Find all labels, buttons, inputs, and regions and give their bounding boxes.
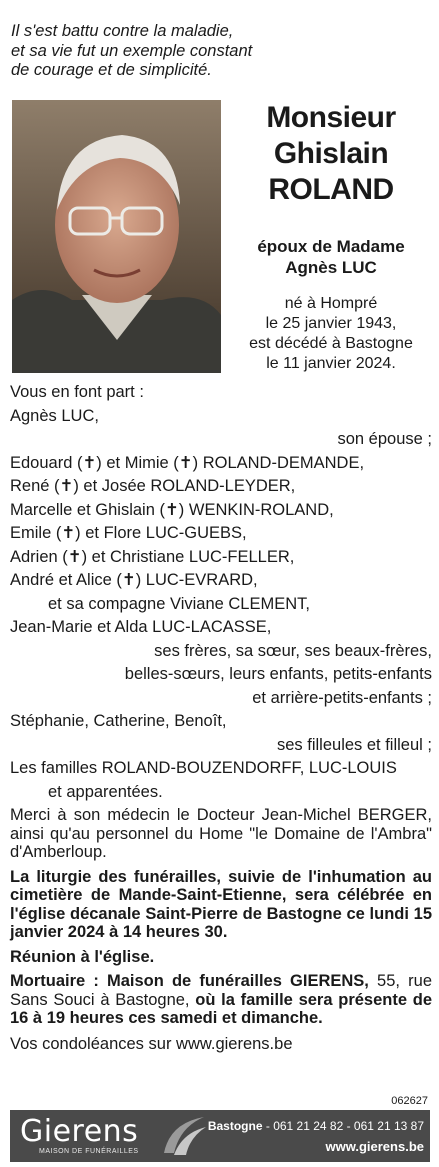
quote-line: Il s'est battu contre la maladie, <box>11 22 234 40</box>
mortuary-paragraph <box>10 972 432 1028</box>
family-line: belles-sœurs, leurs enfants, petits-enfants <box>124 665 432 683</box>
city-label: Bastogne <box>207 1119 263 1133</box>
family-line: et apparentées. <box>48 782 163 801</box>
funeral-home-banner <box>10 1110 430 1162</box>
birth-death-info <box>226 294 436 374</box>
contact-line <box>208 1119 424 1133</box>
portrait-photo <box>12 100 221 373</box>
family-line: Jean-Marie et Alda LUC-LACASSE, <box>10 618 272 636</box>
spouse-info <box>226 236 436 278</box>
quote-line: et sa vie fut un exemple constant <box>11 41 253 60</box>
name-line: Monsieur <box>266 101 396 134</box>
mortuary-hours: où la famille sera présente de 16 à 19 heures ces samedi et dimanche. <box>10 990 432 1027</box>
phone-numbers: - 061 21 24 82 - 061 21 13 87 <box>262 1119 424 1133</box>
family-line: ses frères, sa sœur, ses beaux-frères, <box>154 641 432 660</box>
family-line: et sa compagne Viviane CLEMENT, <box>48 594 310 613</box>
deceased-name <box>226 100 436 208</box>
family-line: René (✝) et Josée ROLAND-LEYDER, <box>10 477 296 495</box>
dates-line: le 25 janvier 1943, <box>265 315 397 332</box>
reference-number: 062627 <box>391 1095 428 1107</box>
family-line: Marcelle et Ghislain (✝) WENKIN-ROLAND, <box>10 500 334 519</box>
mortuary-address: 55, rue Sans Souci à Bastogne, <box>10 972 432 1009</box>
swoosh-logo-icon <box>160 1113 208 1159</box>
family-line: Edouard (✝) et Mimie (✝) ROLAND-DEMANDE, <box>10 453 365 472</box>
logo-subtitle: MAISON DE FUNÉRAILLES <box>39 1148 139 1155</box>
funeral-home-logo: Gierens <box>20 1114 139 1149</box>
family-line: Stéphanie, Catherine, Benoît, <box>10 712 227 730</box>
spouse-line: époux de Madame <box>257 237 405 256</box>
meeting-note: Réunion à l'église. <box>10 947 155 966</box>
family-line: son épouse ; <box>337 430 432 448</box>
family-line: Les familles ROLAND-BOUZENDORFF, LUC-LOUIS <box>10 759 397 777</box>
website-link[interactable]: www.gierens.be <box>325 1139 424 1154</box>
name-line: Ghislain <box>273 137 389 170</box>
family-line: André et Alice (✝) LUC-EVRARD, <box>10 571 258 589</box>
family-line: Adrien (✝) et Christiane LUC-FELLER, <box>10 547 295 566</box>
deceased-header <box>226 100 436 374</box>
family-line: ses filleules et filleul ; <box>277 735 432 754</box>
quote-line: de courage et de simplicité. <box>11 61 212 79</box>
family-line: Emile (✝) et Flore LUC-GUEBS, <box>10 524 247 542</box>
liturgy-paragraph: La liturgie des funérailles, suivie de l'inhumation au cimetière de Mande-Saint-Etienne, sera célébrée en l'église décanale Saint-Pierre de Bastogne ce lundi 15 janvier 2024 à 14 heures 30. <box>10 867 432 941</box>
family-line: et arrière-petits-enfants ; <box>252 688 432 707</box>
mortuary-label: Mortuaire : Maison de funérailles GIERENS, <box>10 972 369 990</box>
dates-line: né à Hompré <box>284 295 378 312</box>
spouse-line: Agnès LUC <box>285 258 377 277</box>
thanks-paragraph: Merci à son médecin le Docteur Jean-Michel BERGER, ainsi qu'au personnel du Home "le Domaine de l'Ambra" d'Amberloup. <box>10 806 432 861</box>
family-line: Agnès LUC, <box>10 406 99 425</box>
name-line: ROLAND <box>268 173 394 206</box>
family-intro: Vous en font part : <box>10 383 144 401</box>
epitaph-quote <box>11 22 431 81</box>
dates-line: est décédé à Bastogne <box>249 335 413 352</box>
dates-line: le 11 janvier 2024. <box>266 355 396 372</box>
obituary-body <box>10 381 432 1056</box>
condolences-line: Vos condoléances sur www.gierens.be <box>10 1034 293 1053</box>
